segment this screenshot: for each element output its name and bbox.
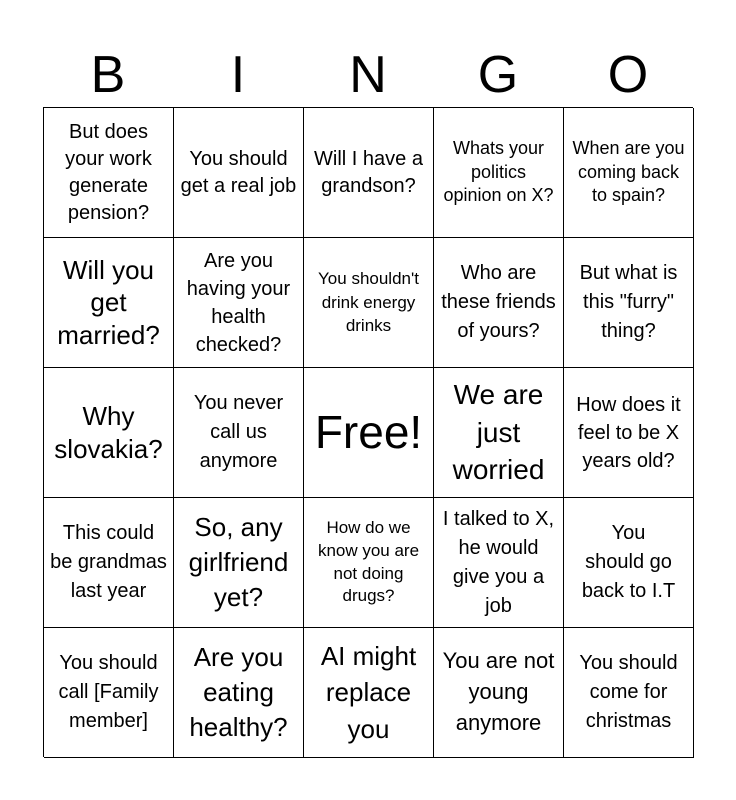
bingo-cell[interactable] — [174, 238, 304, 368]
cell-text: How do we know you are not doing drugs? — [317, 517, 420, 606]
bingo-cell[interactable] — [44, 628, 174, 758]
free-space-text: Free! — [314, 406, 423, 459]
cell-text: When are you coming back to spain? — [572, 138, 685, 206]
bingo-cell[interactable] — [434, 108, 564, 238]
bingo-cell[interactable] — [304, 628, 434, 758]
free-space[interactable] — [304, 368, 434, 498]
header-letter-b: B — [90, 46, 126, 104]
bingo-cell[interactable] — [44, 238, 174, 368]
bingo-cell[interactable] — [174, 628, 304, 758]
bingo-cell[interactable] — [564, 498, 694, 628]
cell-text: Who are these friends of yours? — [441, 262, 556, 342]
bingo-cell[interactable] — [434, 238, 564, 368]
cell-text: Will you get married? — [57, 254, 160, 350]
bingo-cell[interactable] — [174, 108, 304, 238]
cell-text: But does your work generate pension? — [65, 120, 152, 224]
bingo-cell[interactable] — [44, 368, 174, 498]
cell-text: You should go back to I.T — [581, 522, 676, 602]
bingo-cell[interactable] — [564, 368, 694, 498]
bingo-cell[interactable] — [564, 628, 694, 758]
bingo-cell[interactable] — [434, 628, 564, 758]
cell-text: This could be grandmas last year — [50, 522, 167, 602]
header-letter-g: G — [477, 46, 519, 104]
header-letter-n: N — [349, 46, 387, 104]
bingo-cell[interactable] — [564, 108, 694, 238]
bingo-cell[interactable] — [174, 498, 304, 628]
cell-text: I talked to X, he would give you a job — [442, 507, 555, 617]
cell-text: Will I have a grandson? — [314, 147, 423, 197]
cell-text: Are you having your health checked? — [186, 249, 291, 356]
bingo-header — [43, 44, 693, 106]
cell-text: You should get a real job — [180, 147, 297, 197]
bingo-cell[interactable] — [564, 238, 694, 368]
bingo-board — [43, 107, 693, 757]
cell-text: AI might replace you — [320, 640, 417, 744]
bingo-cell[interactable] — [304, 238, 434, 368]
cell-text: So, any girlfriend yet? — [188, 511, 289, 613]
bingo-cell[interactable] — [44, 108, 174, 238]
cell-text: Why slovakia? — [54, 401, 163, 464]
cell-text: Are you eating healthy? — [189, 641, 288, 743]
cell-text: How does it feel to be X years old? — [576, 393, 681, 472]
cell-text: We are just worried — [452, 378, 545, 486]
cell-text: You shouldn't drink energy drinks — [318, 268, 419, 336]
cell-text: But what is this "furry" thing? — [579, 262, 678, 342]
bingo-cell[interactable] — [434, 368, 564, 498]
header-letter-o: O — [607, 46, 649, 104]
bingo-cell[interactable] — [304, 498, 434, 628]
cell-text: You should come for christmas — [579, 652, 678, 732]
cell-text: Whats your politics opinion on X? — [443, 138, 554, 206]
header-letter-i: I — [230, 46, 246, 104]
bingo-cell[interactable] — [304, 108, 434, 238]
cell-text: You should call [Family member] — [58, 652, 159, 732]
cell-text: You never call us anymore — [193, 392, 284, 472]
cell-text: You are not young anymore — [442, 648, 555, 735]
bingo-cell[interactable] — [44, 498, 174, 628]
bingo-cell[interactable] — [434, 498, 564, 628]
bingo-cell[interactable] — [174, 368, 304, 498]
